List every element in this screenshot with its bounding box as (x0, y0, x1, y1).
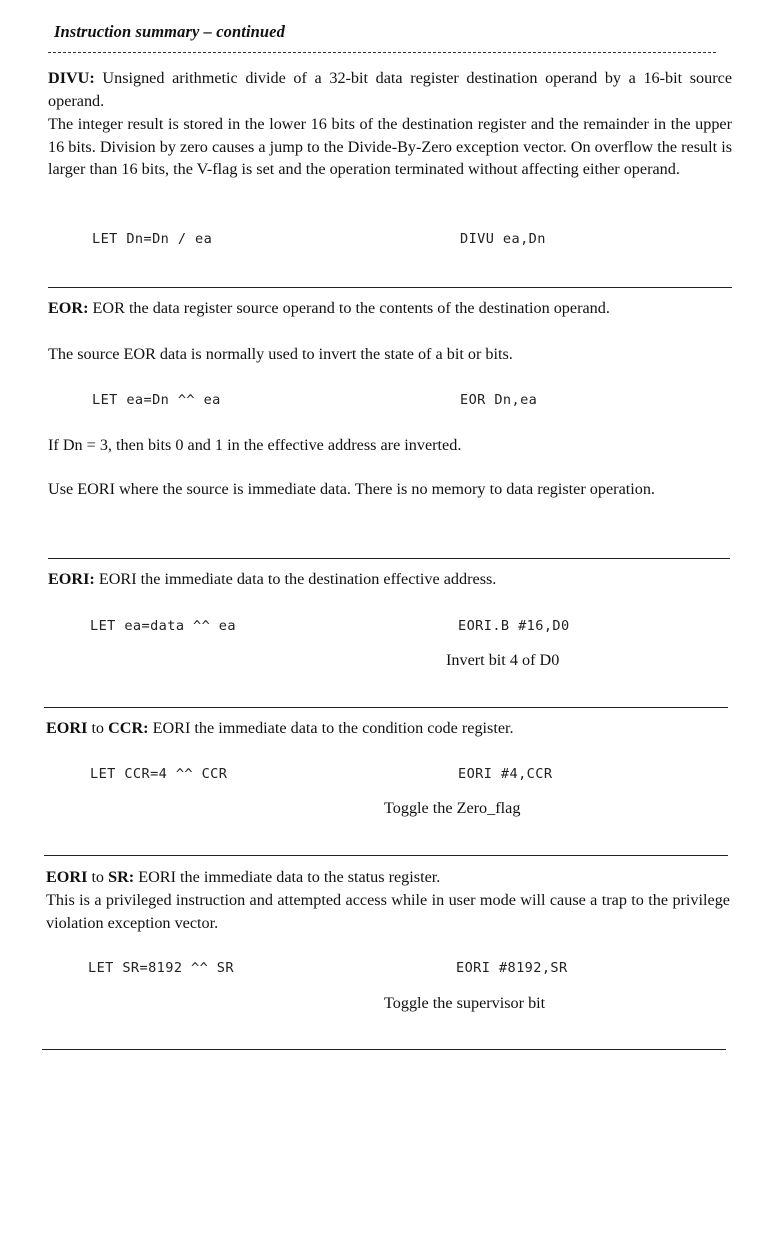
eori-ccr-mnemonic: EORI (46, 719, 88, 737)
eor-description: EOR the data register source operand to the contents of the destination operand. (92, 299, 610, 317)
eori-sr-target: SR: (108, 868, 135, 886)
eor-asm-code: EOR Dn,ea (460, 392, 538, 408)
eori-sr-let-code: LET SR=8192 ^^ SR (88, 960, 234, 976)
divider-3 (44, 707, 728, 708)
eori-ccr-comment: Toggle the Zero_flag (384, 799, 521, 817)
eori-sr-note: This is a privileged instruction and attempted access while in user mode will cause a trap to the privilege violation exception vector. (46, 891, 730, 932)
divu-let-code: LET Dn=Dn / ea (92, 231, 213, 247)
eori-sr-entry (46, 866, 730, 889)
divu-entry (48, 67, 732, 112)
eori-let-code: LET ea=data ^^ ea (90, 618, 236, 634)
divu-mnemonic: DIVU: (48, 69, 95, 87)
header-rule (48, 52, 716, 53)
eori-ccr-connector: to (91, 719, 105, 737)
eori-sr-mnemonic: EORI (46, 868, 88, 886)
eor-entry (48, 297, 732, 320)
eori-ccr-description: EORI the immediate data to the condition code register. (152, 719, 514, 737)
eor-eori-note: Use EORI where the source is immediate data. There is no memory to data register operation. (48, 480, 655, 498)
divu-asm-code: DIVU ea,Dn (460, 231, 546, 247)
eori-sr-asm-code: EORI #8192,SR (456, 960, 568, 976)
eori-ccr-entry (46, 717, 730, 740)
eori-sr-description: EORI the immediate data to the status register. (138, 868, 441, 886)
eori-sr-comment: Toggle the supervisor bit (384, 994, 546, 1012)
eori-ccr-asm-code: EORI #4,CCR (458, 766, 553, 782)
eor-let-code: LET ea=Dn ^^ ea (92, 392, 221, 408)
eori-asm-code: EORI.B #16,D0 (458, 618, 570, 634)
eori-sr-connector: to (91, 868, 105, 886)
eori-entry (48, 568, 732, 591)
eori-ccr-let-code: LET CCR=4 ^^ CCR (90, 766, 228, 782)
eor-note: The source EOR data is normally used to invert the state of a bit or bits. (48, 345, 513, 363)
divider-1 (48, 287, 732, 288)
eor-example: If Dn = 3, then bits 0 and 1 in the effective address are inverted. (48, 436, 462, 454)
divu-description: Unsigned arithmetic divide of a 32-bit data register destination operand by a 16-bit source operand. (48, 69, 733, 110)
eor-mnemonic: EOR: (48, 299, 89, 317)
divider-5 (42, 1049, 726, 1050)
page-header: Instruction summary – continued (54, 22, 285, 41)
eori-description: EORI the immediate data to the destination effective address. (98, 570, 497, 588)
eori-ccr-target: CCR: (108, 719, 149, 737)
eori-mnemonic: EORI: (48, 570, 95, 588)
eori-comment: Invert bit 4 of D0 (446, 651, 560, 669)
divider-4 (44, 855, 728, 856)
divider-2 (48, 558, 730, 559)
divu-note: The integer result is stored in the lower 16 bits of the destination register and the remainder in the upper 16 bits. Division by zero causes a jump to the Divide-By-Zero exception vector. On overflow the result is larger than 16 bits, the V-flag is set and the operation terminated without affecting either operand. (48, 115, 732, 179)
